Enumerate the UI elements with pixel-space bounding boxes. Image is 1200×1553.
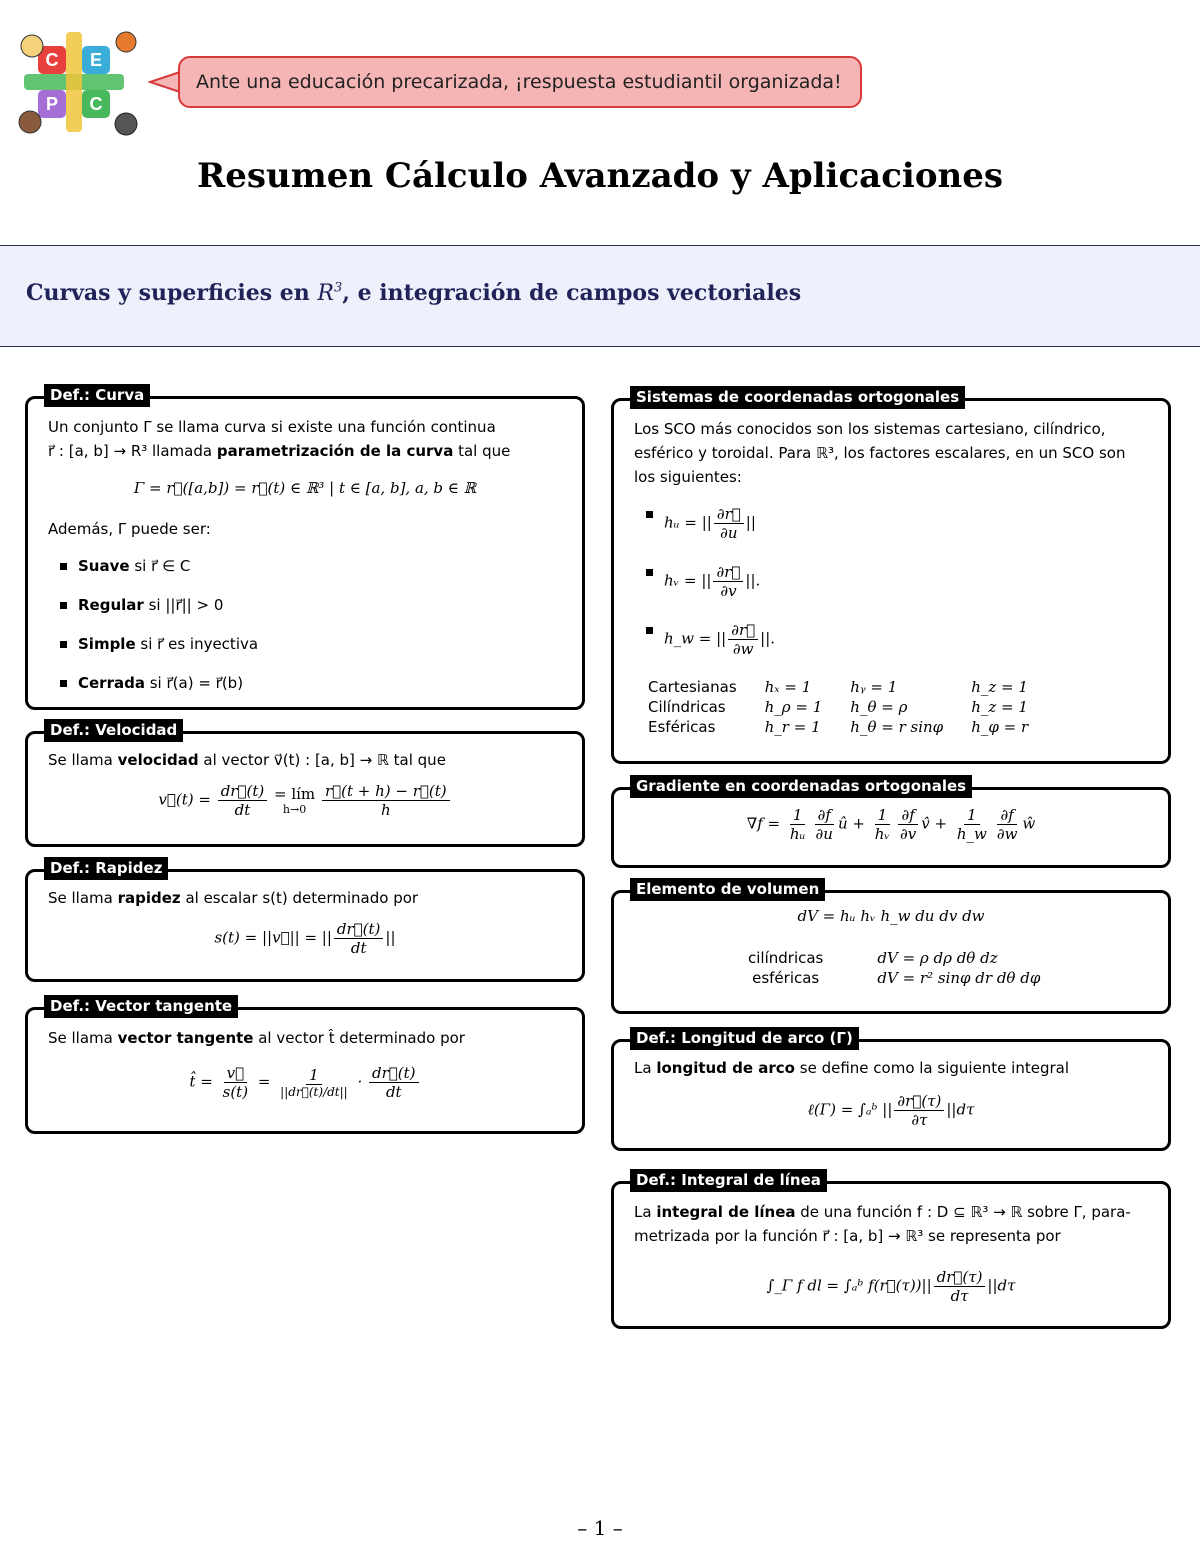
slogan-text: Ante una educación precarizada, ¡respuesta estudiantil organizada! bbox=[196, 71, 842, 93]
curva-l2c: tal que bbox=[453, 442, 511, 460]
speech-tail-icon bbox=[148, 68, 182, 98]
table-row: esféricas dV = r² sinφ dr dθ dφ bbox=[752, 969, 1041, 987]
linea-line-1: La integral de línea de una función f : D ⊆ ℝ³ → ℝ sobre Γ, para- bbox=[634, 1203, 1131, 1221]
linea-line-2: metrizada por la función r⃗ : [a, b] → ℝ³ se representa por bbox=[634, 1227, 1061, 1245]
table-row: Cilíndricas h_ρ = 1 h_θ = ρ h_z = 1 bbox=[648, 698, 1028, 716]
rapidez-line: Se llama rapidez al escalar s(t) determinado por bbox=[48, 889, 419, 907]
section-header bbox=[0, 245, 1200, 347]
volumen-formula: dV = hᵤ hᵥ h_w du dv dw bbox=[797, 907, 985, 925]
box-velocidad bbox=[25, 721, 585, 847]
slogan-bubble bbox=[178, 56, 862, 108]
tag-gradiente: Gradiente en coordenadas ortogonales bbox=[630, 775, 972, 798]
box-linea bbox=[611, 1171, 1171, 1329]
tag-curva: Def.: Curva bbox=[44, 384, 150, 407]
page-title: Resumen Cálculo Avanzado y Aplicaciones bbox=[196, 156, 1003, 196]
table-row: Esféricas h_r = 1 h_θ = r sinφ h_φ = r bbox=[648, 718, 1029, 736]
section-title bbox=[26, 280, 801, 306]
box-tangente bbox=[25, 997, 585, 1134]
tangente-line: Se llama vector tangente al vector t̂ determinado por bbox=[48, 1029, 465, 1047]
tag-volumen: Elemento de volumen bbox=[630, 878, 825, 901]
curva-item-regular: Regular si ||r⃗|| > 0 bbox=[78, 596, 224, 614]
volumen-table bbox=[734, 948, 1054, 988]
curva-formula: Γ = r⃗([a,b]) = r⃗(t) ∈ ℝ³ | t ∈ [a, b], a, b ∈ ℝ bbox=[133, 479, 477, 497]
curva-l2a: r⃗ : [a, b] → R³ llamada bbox=[48, 442, 217, 460]
curva-item-suave: Suave si r⃗ ∈ C bbox=[78, 557, 191, 575]
curva-item-simple: Simple si r⃗ es inyectiva bbox=[78, 635, 259, 653]
tag-velocidad: Def.: Velocidad bbox=[44, 719, 183, 742]
section-title-var: R bbox=[317, 281, 334, 306]
velocidad-line: Se llama velocidad al vector v⃗(t) : [a, b] → ℝ tal que bbox=[48, 751, 446, 769]
curva-line-1: Un conjunto Γ se llama curva si existe una función continua bbox=[48, 418, 496, 436]
section-title-pre: Curvas y superficies en bbox=[26, 280, 318, 306]
curva-l2b: parametrización de la curva bbox=[216, 442, 454, 460]
cepc-logo bbox=[18, 30, 140, 138]
sco-factor-w: h_w = || $\frac{\partial r⃗}{\partial w}$ ||. bbox=[664, 621, 776, 658]
sco-line-3: los siguientes: bbox=[634, 468, 742, 486]
box-gradiente bbox=[611, 777, 1171, 868]
box-curva bbox=[25, 386, 585, 710]
curva-item-cerrada: Cerrada si r⃗(a) = r⃗(b) bbox=[78, 674, 244, 692]
curva-line-2 bbox=[48, 439, 570, 463]
rapidez-formula: s(t) = ||v⃗|| = || $\frac{dr⃗(t)}{dt}$ || bbox=[214, 920, 396, 957]
box-rapidez bbox=[25, 859, 585, 982]
linea-formula: ∫_Γ f dl = ∫ₐᵇ f(r⃗(τ))|| $\frac{dr⃗(\tau)}{d\tau}$ ||dτ bbox=[766, 1268, 1016, 1305]
section-title-sup: 3 bbox=[334, 280, 343, 296]
section-title-post: , e integración de campos vectoriales bbox=[342, 280, 802, 306]
tag-arco: Def.: Longitud de arco (Γ) bbox=[630, 1027, 859, 1050]
gradiente-formula: ∇f = $\frac{1}{\text{hᵤ}}$ $\frac{\partial f}{\partial u}$ û + $\frac{1}{\text{hᵥ}}$ $\frac{\partial f}{\partial v}$ v̂ + $\frac{1}{h\_w}$ $\frac{\partial f}{\partial w}$ ŵ bbox=[746, 806, 1036, 843]
sco-factor-v: hᵥ = || $\frac{\partial r⃗}{\partial v}$ ||. bbox=[664, 563, 761, 600]
velocidad-formula: v⃗(t) = $\frac{dr⃗(t)}{dt}$ = lím h→0 $\frac{r⃗(t + h) - r⃗(t)}{h}$ bbox=[28, 782, 582, 819]
tangente-formula: t̂ = $\frac{v⃗}{s(t)}$ = $\frac{1}{||dr⃗(t)/dt||}$ · $\frac{dr⃗(t)}{dt}$ bbox=[28, 1064, 582, 1101]
tag-rapidez: Def.: Rapidez bbox=[44, 857, 168, 880]
logo-tile-c1: C bbox=[38, 46, 66, 74]
curva-ademas: Además, Γ puede ser: bbox=[48, 520, 211, 538]
box-arco bbox=[611, 1029, 1171, 1151]
sco-line-1: Los SCO más conocidos son los sistemas cartesiano, cilíndrico, bbox=[634, 420, 1106, 438]
tag-sco: Sistemas de coordenadas ortogonales bbox=[630, 386, 965, 409]
page-number: – 1 – bbox=[577, 1516, 623, 1540]
table-row: cilíndricas dV = ρ dρ dθ dz bbox=[748, 949, 998, 967]
logo-tile-c2: C bbox=[82, 90, 110, 118]
tag-linea: Def.: Integral de línea bbox=[630, 1169, 827, 1192]
box-volumen bbox=[611, 880, 1171, 1014]
arco-formula: ℓ(Γ) = ∫ₐᵇ || $\frac{\partial r⃗(\tau)}{\partial\tau}$ ||dτ bbox=[807, 1092, 975, 1129]
box-sco bbox=[611, 388, 1171, 764]
sco-factor-u: hᵤ = || $\frac{\partial r⃗}{\partial u}$ || bbox=[664, 505, 756, 542]
sco-table bbox=[634, 677, 1042, 737]
table-row: Cartesianas hₓ = 1 hᵧ = 1 h_z = 1 bbox=[648, 678, 1028, 696]
logo-tile-p: P bbox=[38, 90, 66, 118]
arco-line: La longitud de arco se define como la siguiente integral bbox=[634, 1059, 1070, 1077]
sco-line-2: esférico y toroidal. Para ℝ³, los factores escalares, en un SCO son bbox=[634, 444, 1126, 462]
logo-figures-icon bbox=[18, 30, 140, 138]
logo-tile-e: E bbox=[82, 46, 110, 74]
tag-tangente: Def.: Vector tangente bbox=[44, 995, 238, 1018]
